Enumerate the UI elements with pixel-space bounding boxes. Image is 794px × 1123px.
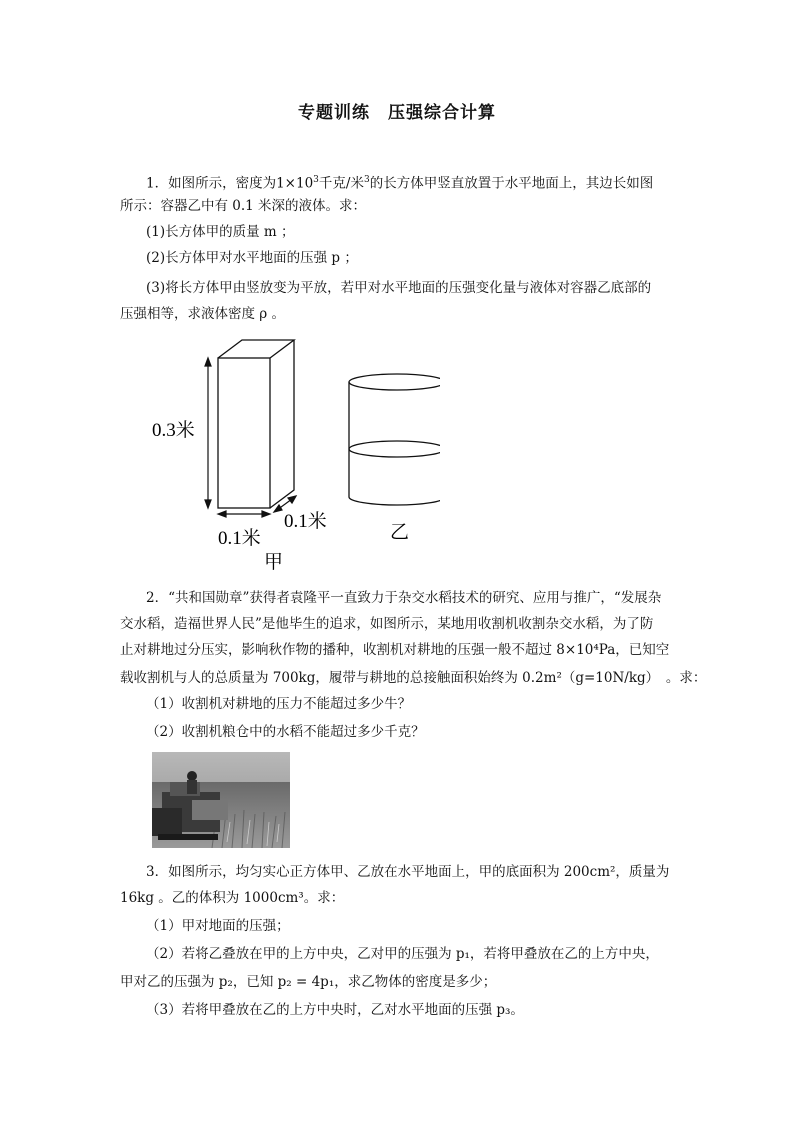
q3-line1: 3．如图所示，均匀实心正方体甲、乙放在水平地面上，甲的底面积为 200cm²，质量为 bbox=[146, 864, 670, 880]
width-dimension bbox=[218, 511, 270, 517]
q3-sub2a: （2）若将乙叠放在甲的上方中央，乙对甲的压强为 p₁，若将甲叠放在乙的上方中央， bbox=[146, 946, 659, 962]
q1-figure bbox=[140, 330, 440, 575]
q1-line2: 所示：容器乙中有 0.1 米深的液体。求： bbox=[120, 198, 367, 214]
height-label: 0.3米 bbox=[152, 420, 195, 441]
width-label: 0.1米 bbox=[218, 528, 261, 549]
height-dimension bbox=[205, 358, 211, 508]
yi-label: 乙 bbox=[390, 522, 410, 543]
harvester-photo bbox=[152, 752, 290, 848]
page-title: 专题训练 压强综合计算 bbox=[298, 103, 496, 123]
q3-line2: 16kg 。乙的体积为 1000cm³。求： bbox=[120, 890, 345, 906]
q3-sub1: （1）甲对地面的压强； bbox=[146, 918, 290, 934]
container-yi bbox=[349, 374, 440, 505]
depth-label: 0.1米 bbox=[284, 511, 327, 532]
q2-sub1: （1）收割机对耕地的压力不能超过多少牛？ bbox=[146, 696, 412, 712]
q1-sub3a: (3)将长方体甲由竖放变为平放，若甲对水平地面的压强变化量与液体对容器乙底部的 bbox=[146, 280, 652, 296]
q2-line3: 止对耕地过分压实，影响秋作物的播种，收割机对耕地的压强一般不超过 8×10⁴Pa，已知空 bbox=[120, 642, 670, 658]
cuboid-jia bbox=[218, 340, 294, 508]
q1-sub1: (1)长方体甲的质量 m ； bbox=[146, 224, 295, 240]
q1-line1: 1．如图所示，密度为$1\times 10^3$千克/米$^3$的长方体甲竖直放置于水平地面上，其边长如图 bbox=[146, 175, 654, 192]
q1-sub2: (2)长方体甲对水平地面的压强 p ； bbox=[146, 250, 358, 266]
q2-line4: 载收割机与人的总质量为 700kg，履带与耕地的总接触面积始终为 0.2m²（g=10N/kg） 。求： bbox=[120, 670, 707, 686]
q3-sub3: （3）若将甲叠放在乙的上方中央时，乙对水平地面的压强 p₃。 bbox=[146, 1002, 524, 1018]
depth-dimension bbox=[274, 496, 296, 512]
q1-sub3b: 压强相等，求液体密度 ρ 。 bbox=[120, 306, 286, 322]
q3-sub2b: 甲对乙的压强为 p₂，已知 p₂ = 4p₁，求乙物体的密度是多少； bbox=[120, 974, 497, 990]
q2-line1: 2．“共和国勋章”获得者袁隆平一直致力于杂交水稻技术的研究、应用与推广，“发展杂 bbox=[146, 590, 662, 606]
q2-sub2: （2）收割机粮仓中的水稻不能超过多少千克？ bbox=[146, 724, 425, 740]
jia-label: 甲 bbox=[264, 552, 284, 573]
q2-line2: 交水稻，造福世界人民”是他毕生的追求，如图所示，某地用收割机收割杂交水稻，为了防 bbox=[120, 616, 654, 632]
